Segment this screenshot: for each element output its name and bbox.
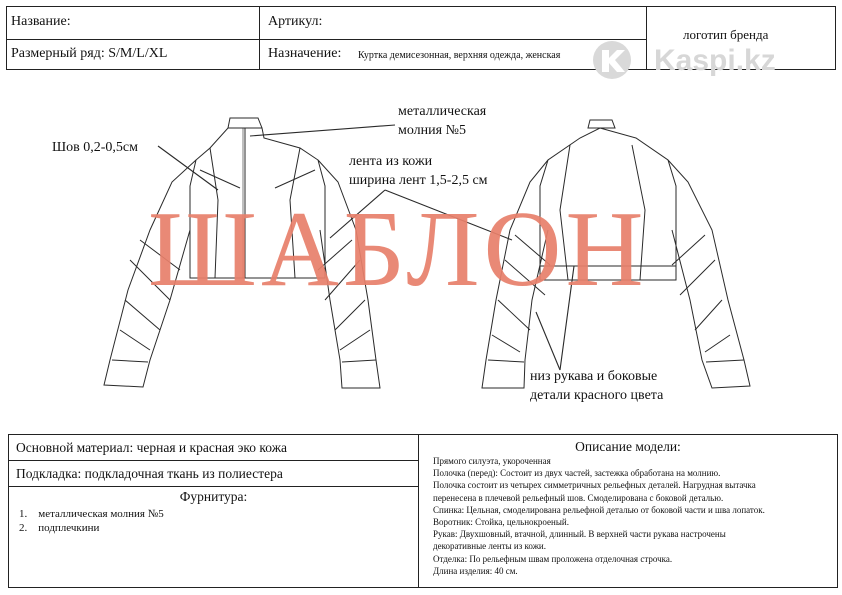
- zipper-annotation-line1: металлическая: [398, 104, 487, 119]
- purpose-value: Куртка демисезонная, верхняя одежда, женская: [358, 50, 561, 61]
- description-title: Описание модели:: [575, 439, 681, 454]
- description-line: перенесена в плечевой рельефный шов. Смоделирована с боковой деталью.: [433, 492, 724, 503]
- brand-logo-label: логотип бренда: [683, 27, 769, 42]
- zipper-annotation: [398, 102, 486, 140]
- lining-cell: [8, 460, 419, 487]
- fittings-item-2-number: 2.: [19, 522, 39, 534]
- leather-tape-line1: лента из кожи: [349, 154, 433, 169]
- template-watermark: ШАБЛОН: [148, 190, 648, 309]
- description-line: Спинка: Цельная, смоделирована рельефной деталью от боковой части и шва лопаток.: [433, 504, 765, 515]
- fittings-cell: [8, 486, 419, 588]
- description-line: Прямого силуэта, укороченная: [433, 456, 551, 466]
- fittings-item-1-number: 1.: [19, 508, 39, 520]
- fittings-item-1: [19, 507, 164, 521]
- description-line: Воротник: Стойка, цельнокроеный.: [433, 517, 569, 528]
- sleeve-bottom-line1: низ рукава и боковые: [530, 369, 658, 384]
- description-line: Полочка состоит из четырех симметричных рельефных деталей. Нагрудная вытачка: [433, 480, 756, 491]
- description-line: декоративные ленты из кожи.: [433, 541, 546, 552]
- sleeve-bottom-annotation: [530, 367, 663, 405]
- leather-tape-annotation: [349, 152, 488, 190]
- description-line: Рукав: Двухшовный, втачной, длинный. В верхней части рукава настрочены: [433, 529, 726, 540]
- main-material-text: Основной материал: черная и красная эко кожа: [16, 440, 288, 455]
- article-label: Артикул:: [268, 14, 323, 29]
- lining-text: Подкладка: подкладочная ткань из полиестера: [16, 466, 283, 481]
- description-line: Полочка (перед): Состоит из двух частей, застежка обработана на молнию.: [433, 468, 721, 479]
- fittings-title: Фурнитура:: [179, 489, 248, 504]
- description-cell: [418, 434, 838, 588]
- fittings-item-1-text: металлическая молния №5: [38, 508, 164, 520]
- leather-tape-line2: ширина лент 1,5-2,5 см: [349, 173, 488, 188]
- description-body: [433, 455, 765, 577]
- seam-annotation: Шов 0,2-0,5см: [52, 140, 138, 155]
- fittings-item-2: [19, 521, 99, 535]
- brand-name: Kaspi.kz: [654, 44, 776, 77]
- purpose-label: Назначение:: [268, 46, 342, 61]
- name-label: Название:: [11, 14, 71, 29]
- sleeve-bottom-line2: детали красного цвета: [530, 388, 664, 403]
- description-line: Длина изделия: 40 см.: [433, 565, 518, 576]
- fittings-item-2-text: подплечкини: [38, 522, 100, 534]
- description-line: Отделка: По рельефным швам проложена отделочная строчка.: [433, 553, 673, 564]
- zipper-annotation-line2: молния №5: [398, 123, 466, 138]
- main-material-cell: [8, 434, 419, 461]
- size-range-label: Размерный ряд: S/M/L/XL: [11, 46, 168, 61]
